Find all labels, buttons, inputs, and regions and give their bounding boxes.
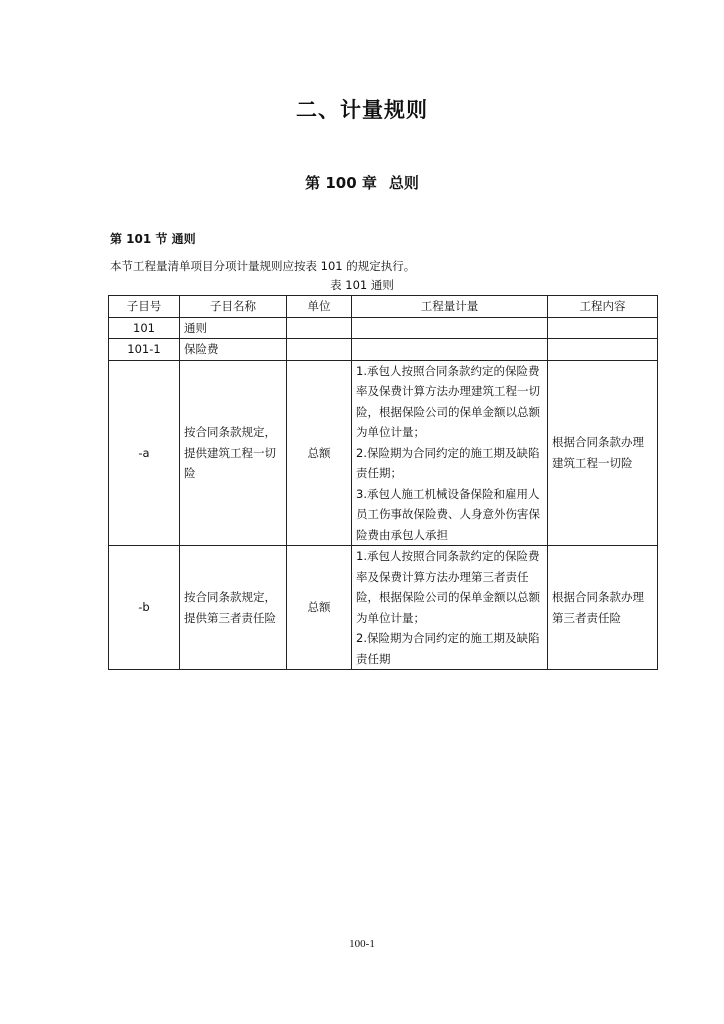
cell-item-name: 按合同条款规定，提供第三者责任险 <box>180 546 287 670</box>
cell-measurement <box>352 360 548 546</box>
chapter-name: 总则 <box>388 174 419 192</box>
cell-measurement <box>352 339 548 361</box>
cell-item-code: 101-1 <box>109 339 180 361</box>
cell-work-content: 根据合同条款办理建筑工程一切险 <box>548 360 658 546</box>
measurement-clause: 3.承包人施工机械设备保险和雇用人员工伤事故保险费、人身意外伤害保险费由承包人承担 <box>356 486 540 542</box>
header-measurement: 工程量计量 <box>352 296 548 318</box>
table-row <box>109 546 658 670</box>
intro-paragraph: 本节工程量清单项目分项计量规则应按表 101 的规定执行。 <box>110 259 416 273</box>
header-item-code: 子目号 <box>109 296 180 318</box>
measurement-rules-table <box>108 295 658 670</box>
cell-work-content <box>548 317 658 339</box>
cell-work-content <box>548 339 658 361</box>
cell-work-content: 根据合同条款办理第三者责任险 <box>548 546 658 670</box>
table-caption: 表 101 通则 <box>330 278 394 292</box>
cell-unit: 总额 <box>287 360 352 546</box>
cell-measurement <box>352 317 548 339</box>
header-work-content: 工程内容 <box>548 296 658 318</box>
measurement-clause: 1.承包人按照合同条款约定的保险费率及保费计算方法办理建筑工程一切险，根据保险公司的保单金额以总额为单位计量； <box>356 363 540 439</box>
header-unit: 单位 <box>287 296 352 318</box>
cell-item-code: -a <box>109 360 180 546</box>
cell-item-code: -b <box>109 546 180 670</box>
page-number: 100-1 <box>349 938 375 950</box>
cell-unit <box>287 339 352 361</box>
measurement-clause: 2.保险期为合同约定的施工期及缺陷责任期； <box>356 445 540 480</box>
table-row <box>109 360 658 546</box>
measurement-clause: 1.承包人按照合同条款约定的保险费率及保费计算方法办理第三者责任险，根据保险公司的保单金额以总额为单位计量； <box>356 549 540 625</box>
cell-unit <box>287 317 352 339</box>
table-row <box>109 317 658 339</box>
cell-item-name: 保险费 <box>180 339 287 361</box>
table-row <box>109 339 658 361</box>
cell-item-name: 按合同条款规定，提供建筑工程一切险 <box>180 360 287 546</box>
section-title: 第 101 节 通则 <box>110 232 196 246</box>
cell-unit: 总额 <box>287 546 352 670</box>
cell-measurement <box>352 546 548 670</box>
measurement-clause: 2.保险期为合同约定的施工期及缺陷责任期 <box>356 631 540 666</box>
cell-item-code: 101 <box>109 317 180 339</box>
header-item-name: 子目名称 <box>180 296 287 318</box>
main-title: 二、计量规则 <box>296 98 428 122</box>
cell-item-name: 通则 <box>180 317 287 339</box>
chapter-label: 第 100 章 <box>305 174 377 192</box>
chapter-title <box>0 172 724 193</box>
table-header-row <box>109 296 658 318</box>
